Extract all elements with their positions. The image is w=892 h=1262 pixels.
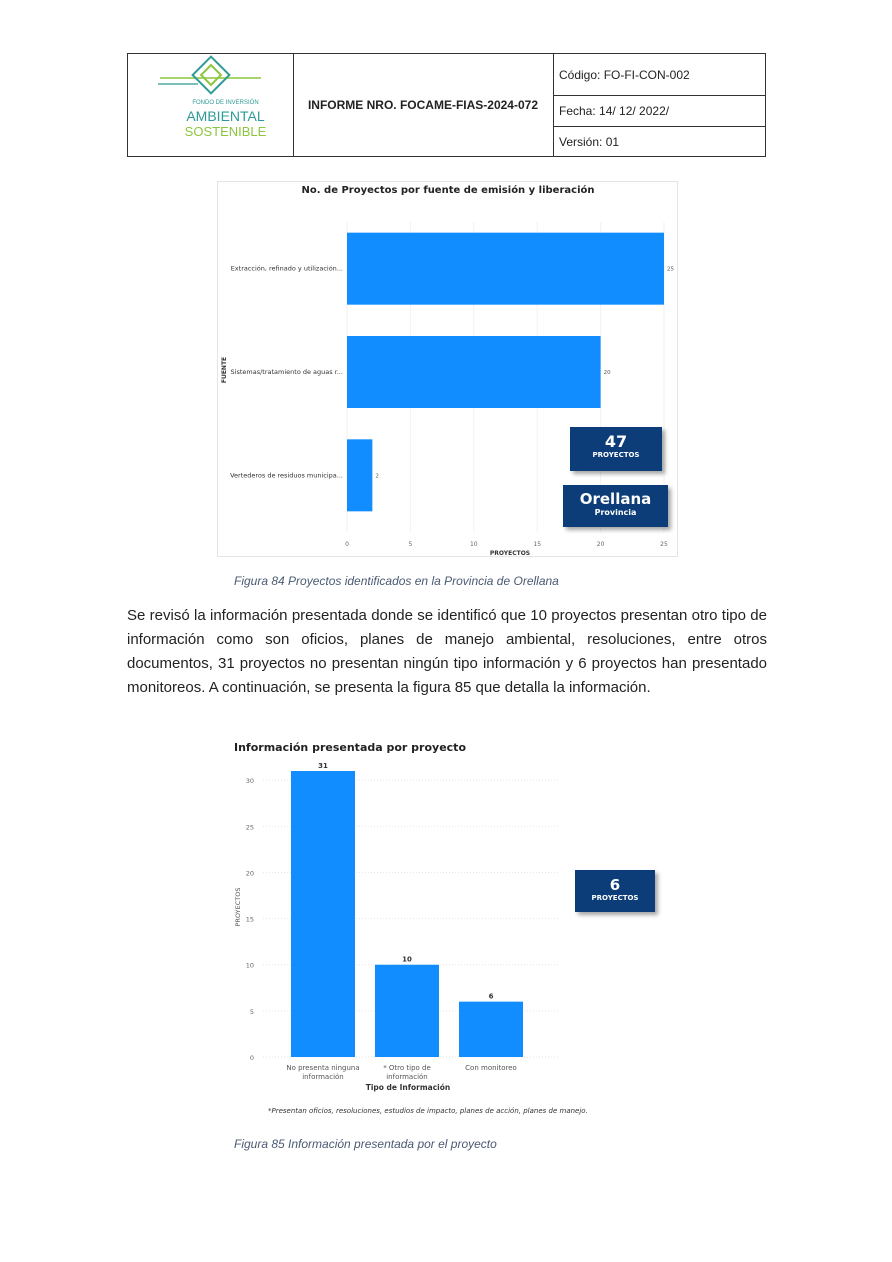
- category-label: Extracción, refinado y utilización...: [230, 264, 343, 273]
- bar: [347, 233, 664, 305]
- count-value-2: 6: [609, 876, 621, 894]
- count-value: 47: [604, 432, 628, 451]
- x-tick-label: 25: [660, 541, 668, 548]
- data-label: 6: [488, 992, 494, 1001]
- x-tick-label: 20: [596, 541, 605, 548]
- y-axis-label: PROYECTOS: [234, 887, 242, 927]
- y-tick-label: 20: [245, 869, 254, 878]
- bar: [347, 336, 601, 408]
- x-tick-label: 10: [469, 541, 478, 548]
- x-tick-label: 15: [533, 541, 542, 548]
- category-label: información: [302, 1073, 344, 1081]
- figure-85-caption: Figura 85 Información presentada por el proyecto: [234, 1137, 497, 1151]
- data-label: 2: [375, 473, 379, 480]
- data-label: 20: [603, 370, 611, 376]
- y-axis-label: FUENTE: [221, 356, 228, 384]
- body-paragraph: Se revisó la información presentada donde se identificó que 10 proyectos presentan otro tipo de información como son oficios, planes de manejo ambiental, resoluciones, entre otros documentos, 31 proyectos no presentan ningún tipo información y 6 proyectos han presentado monitoreos. A continuación, se presenta la figura 85 que detalla la información.: [127, 607, 767, 696]
- x-axis-label: PROYECTOS: [489, 550, 531, 557]
- y-tick-label: 25: [245, 823, 254, 832]
- province-label: Provincia: [594, 508, 637, 517]
- bar: [347, 439, 372, 511]
- x-axis-label: Tipo de Información: [365, 1083, 451, 1092]
- chart2-title: Información presentada por proyecto: [234, 741, 466, 754]
- x-tick-label: 0: [345, 541, 349, 548]
- bar: [459, 1002, 523, 1057]
- y-tick-label: 30: [245, 777, 254, 786]
- category-label: Con monitoreo: [465, 1064, 517, 1072]
- y-tick-label: 10: [245, 961, 254, 970]
- figure-84-chart: [217, 181, 678, 557]
- data-label: 31: [318, 762, 328, 770]
- y-tick-label: 15: [245, 915, 254, 924]
- category-label: No presenta ninguna: [286, 1064, 360, 1072]
- logo-line2: AMBIENTAL: [186, 108, 265, 124]
- category-label: Sistemas/tratamiento de aguas r...: [230, 368, 343, 376]
- document-header: [127, 53, 766, 157]
- data-label: 25: [667, 266, 674, 273]
- header-meta: [554, 54, 766, 156]
- count-card-2: [575, 870, 655, 912]
- province-name: Orellana: [579, 490, 652, 508]
- count-card: [570, 427, 662, 471]
- bar: [375, 965, 439, 1057]
- logo-line3: SOSTENIBLE: [184, 124, 267, 139]
- category-label: Vertederos de residuos municipa...: [230, 471, 343, 480]
- chart2-footnote: *Presentan oficios, resoluciones, estudios de impacto, planes de acción, planes de manejo.: [268, 1107, 588, 1115]
- count-label-2: PROYECTOS: [591, 894, 639, 902]
- header-logo-cell: [128, 54, 294, 156]
- y-tick-label: 5: [249, 1007, 254, 1016]
- chart1-title: No. de Proyectos por fuente de emisión y liberación: [301, 185, 595, 196]
- count-label: PROYECTOS: [592, 451, 640, 459]
- information-by-project-chart: [228, 735, 678, 1125]
- fecha-field: Fecha: 14/ 12/ 2022/: [554, 96, 766, 127]
- bar: [291, 771, 355, 1057]
- data-label: 10: [402, 955, 412, 964]
- x-tick-label: 5: [408, 541, 413, 548]
- category-label: * Otro tipo de: [383, 1064, 431, 1072]
- category-label: información: [386, 1073, 428, 1081]
- province-card: [563, 485, 668, 527]
- logo-line1: FONDO DE INVERSIÓN: [192, 100, 259, 106]
- version-field: Versión: 01: [559, 134, 620, 149]
- report-title: INFORME NRO. FOCAME-FIAS-2024-072: [293, 54, 554, 156]
- y-tick-label: 0: [249, 1054, 254, 1062]
- figure-85-chart: [228, 735, 678, 1125]
- codigo-field: Código: FO-FI-CON-002: [554, 54, 766, 96]
- figure-84-caption: Figura 84 Proyectos identificados en la Provincia de Orellana: [234, 574, 559, 588]
